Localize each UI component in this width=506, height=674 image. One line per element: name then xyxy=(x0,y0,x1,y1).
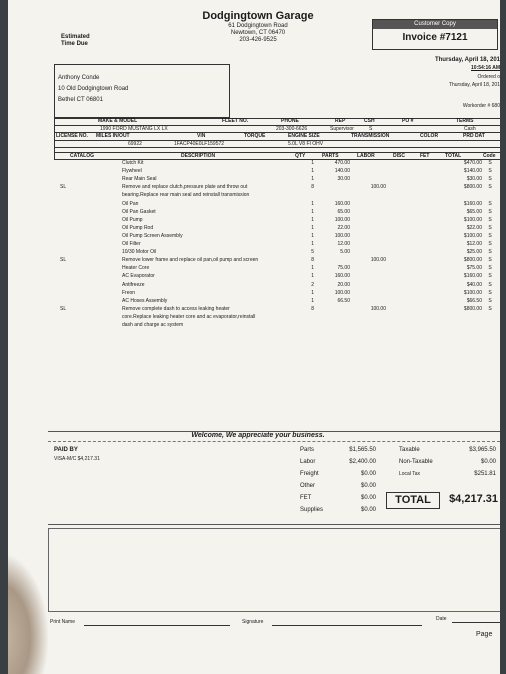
row-desc: Flywheel xyxy=(122,168,142,175)
invoice-number: Invoice #7121 xyxy=(402,32,468,43)
miles-header: MILES IN/OUT xyxy=(96,133,130,139)
row-code: S xyxy=(488,281,492,288)
row-code: S xyxy=(488,273,492,280)
vin-value: 1FACP40E0LF159572 xyxy=(174,141,225,147)
row-total: $75.00 xyxy=(466,265,482,272)
invoice-date: Thursday, April 18, 201 xyxy=(434,57,500,63)
customer-address-2: Bethel CT 06801 xyxy=(58,97,103,103)
row-desc: bearing.Replace rear main seal and reinstall transmission xyxy=(122,192,250,199)
row-code: S xyxy=(488,160,492,166)
row-desc: core.Replace leaking heater core and ac evaporator,reinstall xyxy=(122,313,256,320)
row-qty: 1 xyxy=(311,232,314,239)
row-parts: 22.00 xyxy=(337,224,350,231)
row-qty: 1 xyxy=(311,200,314,207)
row-qty: 1 xyxy=(311,168,314,175)
row-desc: dash and charge ac system xyxy=(122,322,184,328)
row-desc: Oil Filter xyxy=(122,241,141,247)
row-code: S xyxy=(488,216,492,223)
payment-method: VISA-M/C $4,217.31 xyxy=(54,456,100,462)
supplies-label: Supplies xyxy=(300,507,324,513)
license-header: LICENSE NO. xyxy=(56,133,88,139)
ordered-date: Thursday, April 18, 201 xyxy=(448,82,500,88)
row-code: S xyxy=(488,208,492,215)
welcome-message: Welcome, We appreciate your business. xyxy=(191,432,325,439)
customer-copy-banner: Customer Copy xyxy=(373,20,497,29)
ordered-label: Ordered o xyxy=(477,74,500,80)
local-tax-value: $251.81 xyxy=(474,471,496,477)
row-desc: Clutch Kit xyxy=(122,160,144,166)
row-cat: SL xyxy=(60,305,67,312)
row-qty: 1 xyxy=(311,265,314,272)
phone-header: PHONE xyxy=(281,118,299,124)
taxable-label: Taxable xyxy=(399,447,420,453)
estimated-label: Estimated xyxy=(61,34,90,40)
row-total: $800.00 xyxy=(463,184,482,191)
row-desc: Oil Pump Rod xyxy=(122,224,154,231)
row-code: S xyxy=(488,200,492,207)
paid-by-label: PAID BY xyxy=(54,447,78,453)
row-total: $65.00 xyxy=(466,208,482,215)
row-desc: Oil Pan xyxy=(122,200,139,207)
labor-total-value: $2,400.00 xyxy=(349,459,376,465)
page-label: Page xyxy=(476,631,493,638)
parts-total-label: Parts xyxy=(300,447,315,453)
workorder-number: Workorder # 680 xyxy=(462,103,500,109)
row-total: $100.00 xyxy=(463,232,482,239)
row-qty: 1 xyxy=(311,176,314,183)
row-desc: Remove and replace clutch,pressure plate and throw out xyxy=(122,184,248,191)
total-label-box xyxy=(386,492,440,509)
row-total: $160.00 xyxy=(463,200,482,207)
vin-header: VIN xyxy=(197,133,206,139)
shop-address-1: 61 Dodgingtown Road xyxy=(228,23,288,29)
invoice-time: 10:54:16 AM xyxy=(471,65,500,71)
row-total: $66.50 xyxy=(466,297,482,304)
row-desc: Oil Pump xyxy=(122,216,143,223)
prd-date-header: PRD DAT xyxy=(463,133,485,139)
row-labor: 100.00 xyxy=(370,184,386,191)
invoice-box xyxy=(372,19,498,50)
row-parts: 160.00 xyxy=(334,273,350,280)
other-label: Other xyxy=(300,483,316,489)
row-total: $30.00 xyxy=(466,176,482,183)
total-header: TOTAL xyxy=(445,153,462,159)
row-code: S xyxy=(488,249,492,256)
rep-value: Supervisor xyxy=(330,126,354,132)
row-labor: 100.00 xyxy=(370,257,386,264)
row-total: $800.00 xyxy=(463,257,482,264)
shop-phone: 203-426-9525 xyxy=(239,37,277,43)
row-total: $100.00 xyxy=(463,216,482,223)
print-name-label: Print Name xyxy=(50,619,76,625)
row-parts: 470.00 xyxy=(334,160,350,166)
code-header: Code xyxy=(483,153,496,159)
time-due-label: Time Due xyxy=(61,41,88,47)
row-qty: 1 xyxy=(311,241,314,247)
row-total: $140.00 xyxy=(463,168,482,175)
csh-value: S xyxy=(369,126,373,132)
rep-header: REP xyxy=(335,118,346,124)
row-qty: 2 xyxy=(311,281,314,288)
row-desc: Heater Core xyxy=(122,265,150,272)
row-code: S xyxy=(488,241,492,247)
transmission-header: TRANSMISSION xyxy=(351,133,390,139)
disc-header: DISC xyxy=(393,153,405,159)
row-total: $40.00 xyxy=(466,281,482,288)
parts-header: PARTS xyxy=(322,153,339,159)
row-qty: 1 xyxy=(311,289,314,296)
row-total: $22.00 xyxy=(466,224,482,231)
row-desc: AC Evaporator xyxy=(122,273,155,280)
phone-value: 203-300-6626 xyxy=(276,126,308,132)
row-desc: Freon xyxy=(122,289,136,296)
grand-total: $4,217.31 xyxy=(449,493,498,505)
shop-address-2: Newtown, CT 06470 xyxy=(230,30,286,36)
row-code: S xyxy=(488,224,492,231)
row-qty: 8 xyxy=(311,257,314,264)
row-parts: 100.00 xyxy=(334,216,350,223)
row-parts: 5.00 xyxy=(340,249,350,256)
row-parts: 30.00 xyxy=(337,176,350,183)
labor-header: LABOR xyxy=(357,153,375,159)
engine-header: ENGINE SIZE xyxy=(288,133,320,139)
row-qty: 1 xyxy=(311,297,314,304)
row-code: S xyxy=(488,168,492,175)
row-desc: Remove lower frame and replace oil pan,oil pump and screen xyxy=(122,257,259,264)
row-parts: 12.00 xyxy=(337,241,350,247)
row-total: $100.00 xyxy=(463,289,482,296)
miles-value: 69922 xyxy=(128,141,142,147)
local-tax-label: Local Tax xyxy=(399,471,421,477)
qty-header: QTY xyxy=(295,153,306,159)
row-parts: 20.00 xyxy=(337,281,350,288)
color-header: COLOR xyxy=(420,133,439,139)
engine-value: 5.0L V8 FI OHV xyxy=(288,141,324,147)
shop-name: Dodgingtown Garage xyxy=(202,10,314,22)
fet-label: FET xyxy=(300,495,312,501)
non-taxable-value: $0.00 xyxy=(480,459,496,465)
row-total: $25.00 xyxy=(466,249,482,256)
row-code: S xyxy=(488,232,492,239)
torque-header: TORQUE xyxy=(244,133,266,139)
catalog-header: CATALOG xyxy=(70,153,94,159)
row-code: S xyxy=(488,265,492,272)
row-code: S xyxy=(488,305,492,312)
csh-header: CSH xyxy=(364,118,375,124)
row-code: S xyxy=(488,184,492,191)
make-model-value: 1990 FORD MUSTANG LX LX xyxy=(100,126,168,132)
row-desc: AC Hoses Assembly xyxy=(122,297,168,304)
row-parts: 140.00 xyxy=(334,168,350,175)
row-desc: Rear Main Seal xyxy=(122,176,157,183)
row-code: S xyxy=(488,176,492,183)
other-value: $0.00 xyxy=(360,483,376,489)
total-label: TOTAL xyxy=(395,494,431,506)
row-desc: Oil Pan Gasket xyxy=(122,208,156,215)
row-parts: 100.00 xyxy=(334,289,350,296)
fleet-header: FLEET NO. xyxy=(222,118,249,124)
row-qty: 8 xyxy=(311,184,314,191)
labor-total-label: Labor xyxy=(300,459,316,465)
row-code: S xyxy=(488,289,492,296)
row-labor: 100.00 xyxy=(370,305,386,312)
customer-name: Anthony Conde xyxy=(58,75,100,81)
parts-total-value: $1,565.50 xyxy=(349,447,376,453)
row-parts: 75.00 xyxy=(337,265,350,272)
freight-label: Freight xyxy=(300,471,319,477)
row-code: S xyxy=(488,297,492,304)
non-taxable-label: Non-Taxable xyxy=(399,459,433,465)
row-parts: 160.00 xyxy=(334,200,350,207)
row-total: $800.00 xyxy=(463,305,482,312)
date-label: Date xyxy=(436,616,447,622)
row-total: $160.00 xyxy=(463,273,482,280)
row-desc: 10/30 Motor Oil xyxy=(122,249,157,256)
supplies-value: $0.00 xyxy=(360,507,376,513)
row-qty: 1 xyxy=(311,160,314,166)
row-desc: Antifreeze xyxy=(122,281,145,288)
row-cat: SL xyxy=(60,257,67,264)
row-parts: 100.00 xyxy=(334,232,350,239)
signature-label: Signature xyxy=(242,619,264,625)
notes-box xyxy=(48,528,500,612)
row-total: $12.00 xyxy=(466,241,482,247)
row-code: S xyxy=(488,257,492,264)
row-qty: 1 xyxy=(311,224,314,231)
make-model-header: MAKE & MODEL xyxy=(98,118,138,124)
freight-value: $0.00 xyxy=(360,471,376,477)
row-qty: 5 xyxy=(311,249,314,256)
customer-address-1: 10 Old Dodgingtown Road xyxy=(58,86,129,92)
row-cat: SL xyxy=(60,184,67,191)
terms-value: Cash xyxy=(464,126,476,132)
finger-shadow xyxy=(8,554,48,674)
fet-value: $0.00 xyxy=(360,495,376,501)
invoice-page xyxy=(8,0,500,674)
row-qty: 1 xyxy=(311,216,314,223)
po-header: PO # xyxy=(402,118,414,124)
row-desc: Remove complete dash to access leaking heater xyxy=(122,305,230,312)
row-desc: Oil Pump Screen Assembly xyxy=(122,232,183,239)
row-parts: 65.00 xyxy=(337,208,350,215)
terms-header: TERMS xyxy=(456,118,474,124)
customer-box xyxy=(54,64,230,118)
row-parts: 66.50 xyxy=(337,297,350,304)
description-header: DESCRIPTION xyxy=(181,153,216,159)
row-qty: 8 xyxy=(311,305,314,312)
fet-header: FET xyxy=(420,153,430,159)
row-qty: 1 xyxy=(311,208,314,215)
taxable-value: $3,965.50 xyxy=(469,447,496,453)
row-qty: 1 xyxy=(311,273,314,280)
row-total: $470.00 xyxy=(463,160,482,166)
